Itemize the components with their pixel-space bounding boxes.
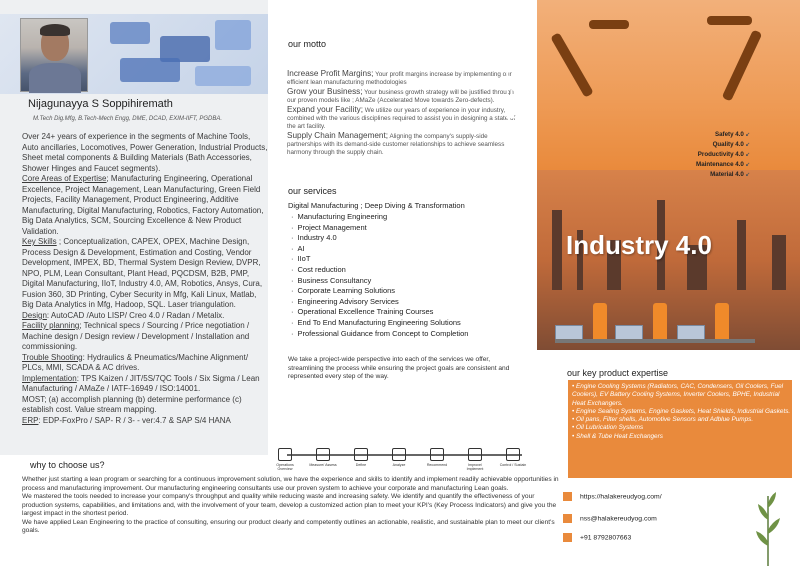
process-step: Measure/ Assess: [308, 448, 338, 467]
product-item: • Engine Sealing Systems, Engine Gaskets, Heat Shields, Industrial Gaskets.: [572, 408, 792, 416]
level-item: Material 4.0 ↙: [660, 170, 750, 180]
why-title: why to choose us?: [30, 460, 105, 470]
service-item: · Industry 4.0: [291, 233, 468, 244]
services-subtitle: Digital Manufacturing ; Deep Diving & Transformation: [288, 201, 465, 210]
contact-website[interactable]: https://halakereudyog.com/: [563, 492, 662, 501]
services-title: our services: [288, 186, 337, 196]
bio-paragraph: Design: AutoCAD /Auto LISP/ Creo 4.0 / Radan / Metalix.: [22, 310, 225, 320]
profile-photo: [20, 18, 88, 92]
service-item: · End To End Manufacturing Engineering Solutions: [291, 318, 468, 329]
bio-paragraph: Facility planning; Technical specs / Sourcing / Price negotiation / Machine design / Design review / Development / Installation and commissioning.: [22, 321, 250, 351]
industry-levels: [660, 130, 750, 180]
key-products-box: [568, 380, 792, 478]
service-item: · AI: [291, 244, 468, 255]
bio-paragraph: Trouble Shooting: Hydraulics & Pneumatics/Machine Alignment/ PLCs, MMI, SCADA & AC drives.: [22, 352, 249, 372]
email-icon: [563, 514, 572, 523]
contact-phone[interactable]: +91 8792807663: [563, 533, 631, 542]
key-products-title: our key product expertise: [567, 368, 669, 378]
motto-title: our motto: [288, 39, 327, 49]
service-item: · Corporate Learning Solutions: [291, 286, 468, 297]
service-item: · Operational Excellence Training Courses: [291, 307, 468, 318]
bio-paragraph: Core Areas of Expertise; Manufacturing Engineering, Operational Excellence, Project Management, Lean Manufacturing, Green Field Projects, Facility Management, Product Engineering, Additive Manufacturing, Digital Manufacturing, Robotics, Factory Automation, Big Data Analytics, SCM, Sourcing Excellence & New Product Validation.: [22, 174, 264, 236]
motto-item: Expand your Facility; We utilize our years of experience in your industry, combined with the various disciplines required to assist you in designing a state of the art facility.: [287, 105, 516, 130]
profile-qualifications: M.Tech Dig.Mfg, B.Tech-Mech Engg, DME, DCAD, EXIM-IIFT, PGDBA.: [33, 116, 223, 122]
product-item: • Engine Cooling Systems (Radiators, CAC, Condensers, Oil Coolers, Fuel Coolers), EV Battery Cooling Systems, Inverter Coolers, BPHE, Industrial Heat Exchangers.: [572, 383, 792, 408]
services-perspective: We take a project-wide perspective into each of the services we offer, streamlining the process while ensuring the project goals are consistent and represented every step of the way.: [288, 356, 510, 380]
bio-paragraph: Over 24+ years of experience in the segments of Machine Tools, Auto ancillaries, Locomotives, Power Generation, Industrial Products, Sheet metal components & Building Materials (Bath Accessories, Shower Hinges and Faucet segments).: [22, 132, 268, 173]
profile-bio: [22, 132, 268, 426]
level-item: Safety 4.0 ↙: [660, 130, 750, 140]
process-step: Improve/ Implement: [460, 448, 490, 471]
process-steps: [270, 448, 540, 478]
manufacturing-future-title: MANUFACTURING FUTURE: [503, 11, 533, 142]
service-item: · Business Consultancy: [291, 276, 468, 287]
level-item: Quality 4.0 ↙: [660, 140, 750, 150]
process-step: Analyze: [384, 448, 414, 467]
why-paragraph: We have applied Lean Engineering to the practice of consulting, ensuring our product clearly and competently outlines an actionable, realistic, and sustainable plan to meet our client's goals.: [22, 518, 555, 534]
plant-icon: [754, 486, 782, 566]
motto-list: [287, 70, 522, 158]
bio-paragraph: MOST; (a) accomplish planning (b) determine performance (c) establish cost. Value stream mapping.: [22, 394, 242, 414]
motto-item: Increase Profit Margins; Your profit margins increase by implementing our efficient lean manufacturing methodologies: [287, 69, 512, 86]
bio-paragraph: Key Skills ; Conceptualization, CAPEX, OPEX, Machine Design, Process Design & Development, Estimation and Costing, Vendor Development, IMPEX, BD, Thermal System Design Review, DVPR, NPO, PLM, Lean Consultant, Plant Head, PQCDSM, B2B, PMP, Digital Manufacturing, IIoT, Industry 4.0, AM, Robotics, Ansys, Cura, Fusion 360, 3D Printing, Cyber Security in Mfg, Kali Linux, Matlab, Big Data Analytics in Mfg, Hadoop, SQL. Laser triangulation.: [22, 237, 263, 309]
web-icon: [563, 492, 572, 501]
product-item: • Oil Lubrication Systems: [572, 424, 792, 432]
process-step: Operations Overview: [270, 448, 300, 471]
services-list: [291, 212, 468, 339]
phone-icon: [563, 533, 572, 542]
profile-name: Nijagunayya S Soppihiremath: [28, 98, 173, 110]
process-step: Define: [346, 448, 376, 467]
motto-item: Grow your Business; Your business growth strategy will be justified through our proven models like ; AMaZe (Accelerated Move towards Zero-defects).: [287, 87, 514, 104]
service-item: · Project Management: [291, 223, 468, 234]
level-item: Productivity 4.0 ↙: [660, 150, 750, 160]
process-step: Control / Sustain: [498, 448, 528, 467]
service-item: · Professional Guidance from Concept to Completion: [291, 329, 468, 340]
product-item: • Shell & Tube Heat Exchangers: [572, 433, 792, 441]
bio-paragraph: Implementation: TPS Kaizen / JIT/5S/7QC Tools / Six Sigma / Lean Manufacturing / AMaZe / IATF-16949 / ISO:14001.: [22, 373, 260, 393]
why-paragraph: We mastered the tools needed to increase your company's throughput and quality while reducing waste and increasing safety. We identify and quantify the effectiveness of your production systems, capabilities, and limitations and, with the involvement of your team, develop a customized action plan to meet your KPI's (Key Process Indicators) and give you the largest impact in the shortest period.: [22, 493, 557, 517]
motto-item: Supply Chain Management; Aligning the company's supply-side partnerships with its demand-side customer relationships to achieve seamless harmony through the supply chain.: [287, 131, 505, 156]
profile-panel: [0, 0, 268, 455]
service-item: · Cost reduction: [291, 265, 468, 276]
product-item: • Oil pans, Filter shells, Automotive Sensors and Adblue Pumps.: [572, 416, 792, 424]
why-text: [22, 476, 562, 536]
process-step: Recommend: [422, 448, 452, 467]
service-item: · Engineering Advisory Services: [291, 297, 468, 308]
service-item: · Manufacturing Engineering: [291, 212, 468, 223]
level-item: Maintenance 4.0 ↙: [660, 160, 750, 170]
industry-headline: Industry 4.0: [566, 230, 712, 260]
bio-paragraph: ERP: EDP-FoxPro / SAP- R / 3- - ver:4.7 & SAP S/4 HANA: [22, 415, 231, 425]
production-line-illustration: [555, 275, 755, 343]
service-item: · IIoT: [291, 254, 468, 265]
why-paragraph: Whether just starting a lean program or searching for a continuous improvement solution, we have the experience and skills to identify and implement readily achievable opportunities in process and manufacturing improvement. Our manufacturing engineering consultants use our proven system to achieve your corporate and manufacturing Lean goals.: [22, 476, 559, 492]
contact-email[interactable]: nss@halakereudyog.com: [563, 514, 657, 523]
